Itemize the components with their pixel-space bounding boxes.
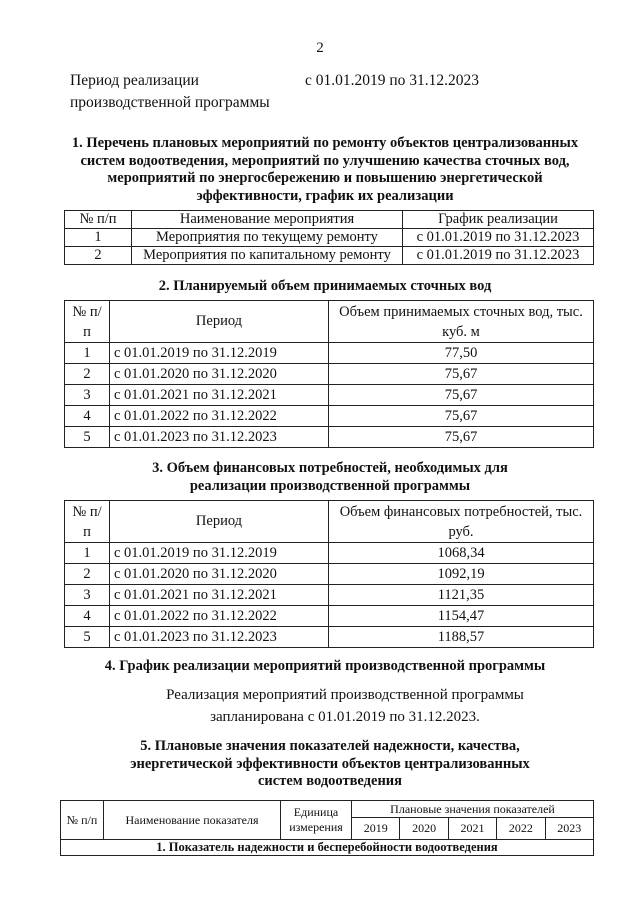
amount-cell: 1121,35: [329, 585, 594, 606]
table-row: [65, 585, 594, 606]
period-cell: с 01.01.2020 по 31.12.2020: [110, 364, 329, 385]
header-cell: № п/п: [65, 211, 132, 229]
table-row: [65, 343, 594, 364]
section3-title: 3. Объем финансовых потребностей, необходимых для реализации производственной программы: [152, 460, 508, 494]
row-number: 1: [65, 343, 110, 364]
table-header-row: [61, 801, 594, 818]
header-cell: Объем финансовых потребностей, тыс. руб.: [329, 501, 594, 543]
table-row: [65, 564, 594, 585]
row-number: 4: [65, 406, 110, 427]
period-cell: с 01.01.2022 по 31.12.2022: [110, 606, 329, 627]
table-row: [65, 543, 594, 564]
period-cell: с 01.01.2022 по 31.12.2022: [110, 406, 329, 427]
table-row: [65, 406, 594, 427]
table-header-row: [65, 301, 594, 343]
period-cell: с 01.01.2023 по 31.12.2023: [110, 427, 329, 448]
section2-table: [64, 300, 594, 448]
table-row: [65, 247, 594, 265]
table-header-row: [65, 211, 594, 229]
year-header: 2023: [545, 818, 594, 840]
amount-cell: 1068,34: [329, 543, 594, 564]
period-cell: с 01.01.2023 по 31.12.2023: [110, 627, 329, 648]
table-row: [65, 364, 594, 385]
row-number: 3: [65, 585, 110, 606]
table-row: [65, 385, 594, 406]
volume-cell: 75,67: [329, 364, 594, 385]
header-cell: Плановые значения показателей: [352, 801, 594, 818]
table-row: [65, 427, 594, 448]
volume-cell: 77,50: [329, 343, 594, 364]
row-number: 2: [65, 247, 132, 265]
period-cell: с 01.01.2019 по 31.12.2019: [110, 343, 329, 364]
activity-name: Мероприятия по текущему ремонту: [132, 229, 403, 247]
volume-cell: 75,67: [329, 385, 594, 406]
section4-text: Реализация мероприятий производственной программы запланирована с 01.01.2019 по 31.12.2023.: [166, 687, 524, 725]
year-header: 2021: [448, 818, 496, 840]
header-cell: Наименование мероприятия: [132, 211, 403, 229]
schedule: с 01.01.2019 по 31.12.2023: [403, 247, 594, 265]
section5-title: 5. Плановые значения показателей надежности, качества, энергетической эффективности объектов централизованных систем водоотведения: [130, 738, 530, 789]
row-number: 1: [65, 229, 132, 247]
header-cell: Единица измерения: [281, 801, 352, 840]
period-label: Период реализации производственной программы: [70, 72, 270, 111]
period-value: с 01.01.2019 по 31.12.2023: [305, 72, 480, 89]
header-cell: Период: [110, 301, 329, 343]
header-cell: Объем принимаемых сточных вод, тыс. куб. м: [329, 301, 594, 343]
header-cell: № п/п: [65, 301, 110, 343]
table-row: [65, 606, 594, 627]
year-header: 2020: [400, 818, 448, 840]
period-cell: с 01.01.2021 по 31.12.2021: [110, 585, 329, 606]
row-number: 5: [65, 627, 110, 648]
row-number: 3: [65, 385, 110, 406]
section3-table: [64, 500, 594, 648]
section5-table: [60, 800, 594, 856]
row-number: 2: [65, 564, 110, 585]
section2-title: 2. Планируемый объем принимаемых сточных вод: [158, 278, 492, 294]
period-cell: с 01.01.2019 по 31.12.2019: [110, 543, 329, 564]
volume-cell: 75,67: [329, 427, 594, 448]
header-cell: График реализации: [403, 211, 594, 229]
row-number: 4: [65, 606, 110, 627]
period-cell: с 01.01.2020 по 31.12.2020: [110, 564, 329, 585]
amount-cell: 1188,57: [329, 627, 594, 648]
volume-cell: 75,67: [329, 406, 594, 427]
table-row: [65, 229, 594, 247]
section1-table: [64, 210, 594, 265]
table-header-row: [65, 501, 594, 543]
header-cell: Наименование показателя: [104, 801, 281, 840]
table-row: [61, 840, 594, 856]
page-number: 2: [316, 40, 324, 56]
year-header: 2022: [497, 818, 545, 840]
header-cell: Период: [110, 501, 329, 543]
section1-title: 1. Перечень плановых мероприятий по ремонту объектов централизованных систем водоотведения, мероприятий по улучшению качества сточных вод, мероприятий по энергосбережению и повышению энергетической эффективности, график их реализации: [71, 135, 579, 204]
row-number: 2: [65, 364, 110, 385]
row-number: 5: [65, 427, 110, 448]
amount-cell: 1154,47: [329, 606, 594, 627]
row-number: 1: [65, 543, 110, 564]
activity-name: Мероприятия по капитальному ремонту: [132, 247, 403, 265]
subsection-title: 1. Показатель надежности и бесперебойности водоотведения: [61, 840, 594, 856]
amount-cell: 1092,19: [329, 564, 594, 585]
year-header: 2019: [352, 818, 400, 840]
schedule: с 01.01.2019 по 31.12.2023: [403, 229, 594, 247]
table-row: [65, 627, 594, 648]
header-cell: № п/п: [65, 501, 110, 543]
section4-title: 4. График реализации мероприятий производственной программы: [104, 658, 546, 674]
header-cell: № п/п: [61, 801, 104, 840]
period-cell: с 01.01.2021 по 31.12.2021: [110, 385, 329, 406]
